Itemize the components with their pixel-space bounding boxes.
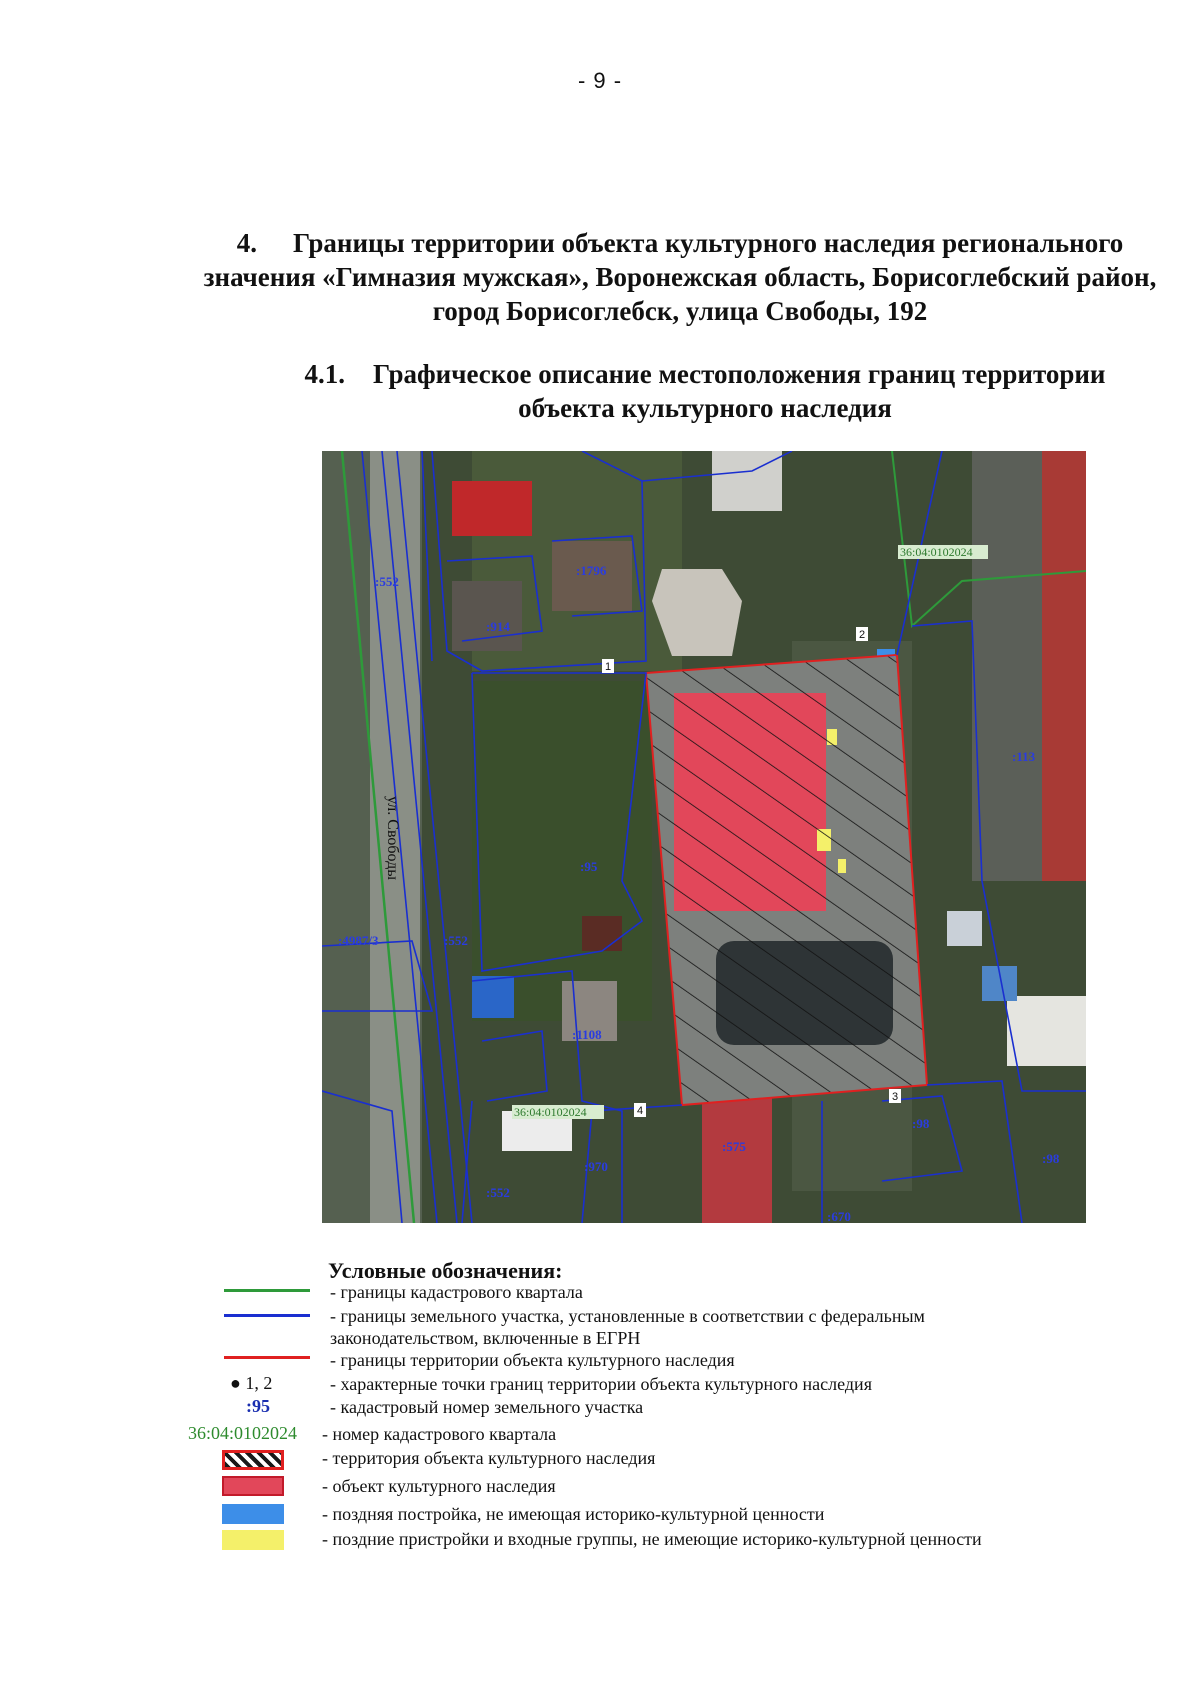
boundary-point-label: 1: [605, 661, 612, 673]
building-roof: [712, 451, 782, 511]
parcel-label: :552: [375, 574, 399, 589]
legend-text: - границы земельного участка, установленные в соответствии с федеральным: [330, 1306, 925, 1326]
legend-point-symbol: ● 1, 2: [230, 1373, 273, 1393]
street-label: ул. Свободы: [384, 796, 401, 880]
section-number: 4.: [236, 228, 257, 258]
boundary-point-label: 3: [892, 1091, 899, 1103]
quarter-label: 36:04:0102024: [514, 1105, 587, 1119]
legend-text: - границы кадастрового квартала: [330, 1282, 583, 1302]
parcel-label: :4987/3: [338, 933, 379, 948]
legend-text: - поздняя постройка, не имеющая историко-культурной ценности: [322, 1504, 825, 1524]
legend-yellow-swatch: [222, 1530, 284, 1550]
parcel-label: :95: [580, 859, 598, 874]
cadastral-map: [322, 451, 1086, 1223]
parcel-label: :1796: [576, 563, 607, 578]
legend-hatch-swatch: [222, 1450, 284, 1470]
legend-blue-swatch: [222, 1504, 284, 1524]
legend-text: - границы территории объекта культурного наследия: [330, 1350, 735, 1370]
parcel-label: :552: [444, 933, 468, 948]
boundary-point-label: 4: [637, 1105, 644, 1117]
legend-text: - характерные точки границ территории объекта культурного наследия: [330, 1374, 872, 1394]
subsection-number: 4.1.: [304, 359, 345, 389]
legend-point-label: 1, 2: [245, 1373, 273, 1393]
section-title-text: Границы территории объекта культурного наследия регионального значения «Гимназия мужская», Воронежская область, Борисоглебский район, город Борисоглебск, улица Свободы, 192: [203, 228, 1157, 326]
building-roof: [452, 481, 532, 536]
legend-text: - поздние пристройки и входные группы, не имеющие историко-культурной ценности: [322, 1529, 982, 1549]
late-building: [472, 976, 514, 1018]
building-roof: [1007, 996, 1086, 1066]
parcel-label: :98: [912, 1116, 930, 1131]
building-roof: [702, 1091, 772, 1223]
parcel-label: :98: [1042, 1151, 1060, 1166]
boundary-point-label: 2: [859, 629, 866, 641]
legend-heritage-border-line: [224, 1356, 310, 1359]
legend-quarter-border-line: [224, 1289, 310, 1292]
parcel-label: :970: [584, 1159, 608, 1174]
building-roof: [582, 916, 622, 951]
parcel-label: :113: [1012, 749, 1036, 764]
quarter-label: 36:04:0102024: [900, 545, 973, 559]
page-number: - 9 -: [577, 68, 623, 93]
parcel-label: :1108: [572, 1027, 602, 1042]
building-roof: [947, 911, 982, 946]
parcel-label: :670: [827, 1209, 851, 1223]
legend-quarter-symbol: 36:04:0102024: [188, 1423, 298, 1443]
legend-text: законодательством, включенные в ЕГРН: [330, 1328, 641, 1348]
legend-parcel-symbol: :95: [246, 1396, 270, 1416]
subsection-title: [280, 357, 1130, 425]
legend-text: - территория объекта культурного наследия: [322, 1448, 656, 1468]
building-roof: [1042, 451, 1086, 881]
parcel-label: :552: [486, 1185, 510, 1200]
legend-text: - объект культурного наследия: [322, 1476, 556, 1496]
parcel-label: :914: [486, 619, 510, 634]
heritage-territory-hatch: [646, 655, 927, 1105]
parcel-label: :575: [722, 1139, 746, 1154]
legend-red-swatch: [222, 1476, 284, 1496]
legend-text: - номер кадастрового квартала: [322, 1424, 557, 1444]
subsection-title-text: Графическое описание местоположения границ территории объекта культурного наследия: [373, 359, 1106, 423]
legend-heading: Условные обозначения:: [328, 1258, 563, 1283]
section-title: [200, 226, 1160, 328]
legend-parcel-border-line: [224, 1314, 310, 1317]
legend-text: - кадастровый номер земельного участка: [330, 1397, 644, 1417]
